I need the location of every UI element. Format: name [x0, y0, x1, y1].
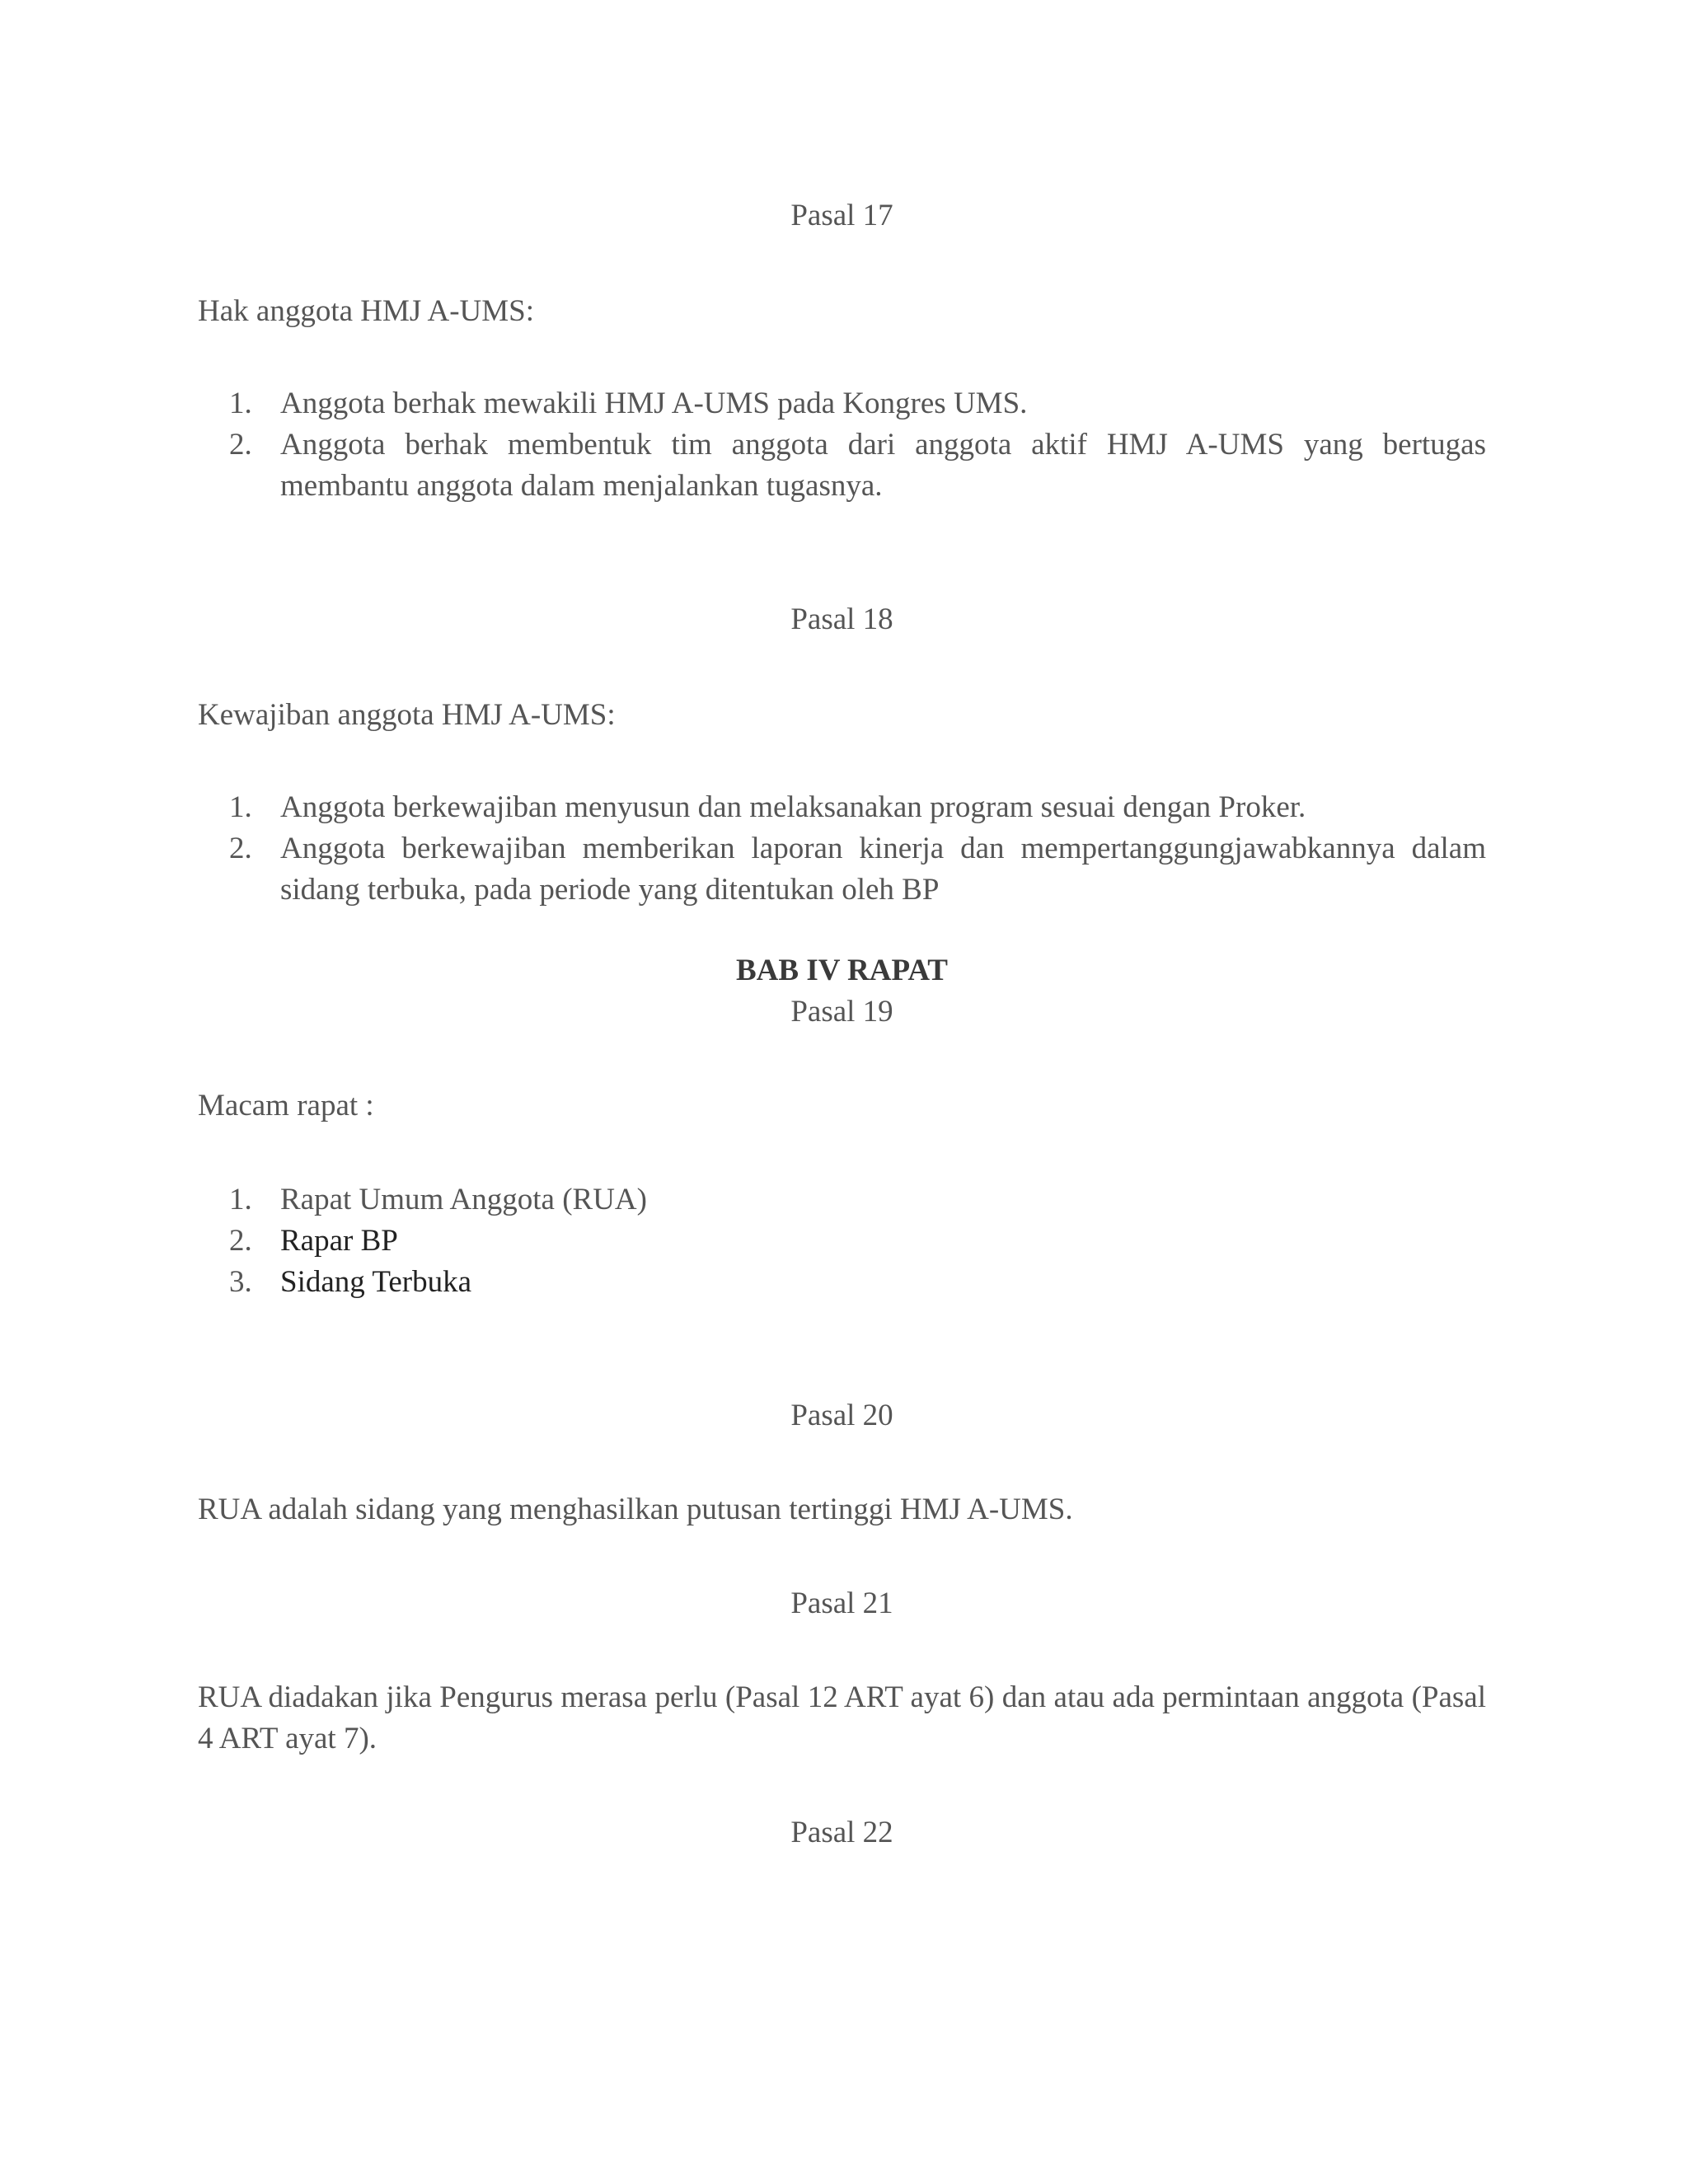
pasal-20-text: RUA adalah sidang yang menghasilkan putusan tertinggi HMJ A-UMS.	[198, 1493, 1073, 1526]
pasal-17-list	[0, 383, 1688, 507]
list-text: Anggota berkewajiban menyusun dan melaksanakan program sesuai dengan Proker.	[280, 790, 1306, 824]
list-number: 1.	[229, 790, 252, 824]
pasal-18-heading: Pasal 18	[790, 602, 893, 636]
list-number: 2.	[229, 428, 252, 462]
chapter-title: BAB IV RAPAT	[736, 954, 948, 987]
pasal-19-list	[0, 1179, 1688, 1303]
list-text: Rapat Umum Anggota (RUA)	[280, 1183, 647, 1216]
pasal-17-intro: Hak anggota HMJ A-UMS:	[198, 294, 535, 328]
list-number: 2.	[229, 1224, 252, 1258]
list-number: 1.	[229, 1183, 252, 1216]
list-number: 3.	[229, 1265, 252, 1299]
list-item	[0, 1221, 1688, 1262]
pasal-22-heading: Pasal 22	[790, 1816, 893, 1849]
list-text: Rapar BP	[280, 1224, 398, 1258]
list-item	[0, 383, 1688, 424]
pasal-19-intro: Macam rapat :	[198, 1089, 374, 1122]
list-text: Sidang Terbuka	[280, 1265, 472, 1299]
list-text: Anggota berkewajiban memberikan laporan kinerja dan mempertanggungjawabkannya dalam sidang terbuka, pada periode yang ditentukan oleh BP	[280, 832, 1486, 907]
list-item	[0, 424, 1688, 507]
list-number: 1.	[229, 387, 252, 420]
list-text: Anggota berhak membentuk tim anggota dari anggota aktif HMJ A-UMS yang bertugas membantu anggota dalam menjalankan tugasnya.	[280, 428, 1486, 503]
list-number: 2.	[229, 832, 252, 865]
pasal-19-heading: Pasal 19	[790, 995, 893, 1029]
pasal-17-heading: Pasal 17	[790, 199, 893, 232]
pasal-18-list	[0, 787, 1688, 911]
list-item	[0, 1262, 1688, 1303]
pasal-21-heading: Pasal 21	[790, 1586, 893, 1620]
pasal-20-heading: Pasal 20	[790, 1399, 893, 1432]
list-item	[0, 828, 1688, 911]
pasal-21-text: RUA diadakan jika Pengurus merasa perlu (Pasal 12 ART ayat 6) dan atau ada permintaan anggota (Pasal 4 ART ayat 7).	[198, 1680, 1486, 1755]
list-item	[0, 1179, 1688, 1221]
list-text: Anggota berhak mewakili HMJ A-UMS pada Kongres UMS.	[280, 387, 1028, 420]
list-item	[0, 787, 1688, 828]
pasal-18-intro: Kewajiban anggota HMJ A-UMS:	[198, 698, 616, 732]
